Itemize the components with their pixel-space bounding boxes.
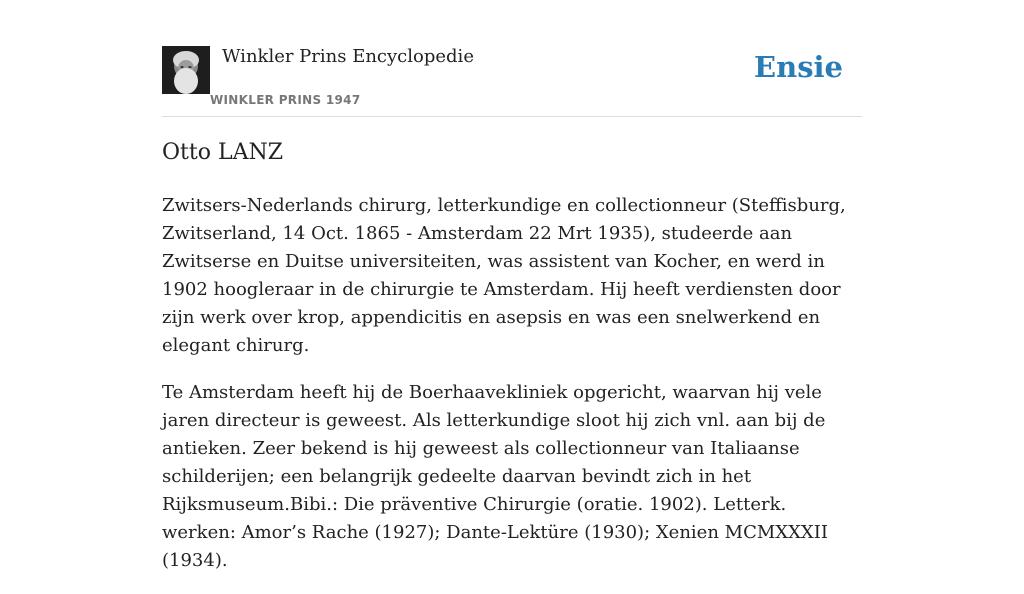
brand-logo[interactable]: Ensie	[754, 50, 843, 84]
site-header	[162, 0, 862, 117]
article-body	[162, 192, 862, 594]
article-paragraph: Te Amsterdam heeft hij de Boerhaavekliniek opgericht, waarvan hij vele jaren directeur is geweest. Als letterkundige sloot hij zich vnl. aan bij de antieken. Zeer bekend is hij geweest als collectionneur van Italiaanse schilderijen; een belangrijk gedeelte daarvan bevindt zich in het Rijksmuseum.Bibi.: Die präventive Chirurgie (oratie. 1902). Letterk. werken: Amor’s Rache (1927); Dante-Lektüre (1930); Xenien MCMXXXII (1934).	[162, 382, 828, 571]
article-paragraph: Zwitsers-Nederlands chirurg, letterkundige en collectionneur (Steffisburg, Zwitserland, 14 Oct. 1865 - Amsterdam 22 Mrt 1935), studeerde aan Zwitserse en Duitse universiteiten, was assistent van Kocher, en werd in 1902 hoogleraar in de chirurgie te Amsterdam. Hij heeft verdiensten door zijn werk over krop, appendicitis en asepsis en was een snelwerkend en elegant chirurg.	[162, 195, 846, 356]
page-container	[162, 0, 862, 571]
article-title: Otto LANZ	[162, 140, 283, 165]
source-label: WINKLER PRINS 1947	[210, 93, 361, 107]
site-name[interactable]: Winkler Prins Encyclopedie	[222, 46, 474, 67]
portrait-image	[162, 46, 210, 94]
author-avatar[interactable]	[162, 46, 210, 94]
